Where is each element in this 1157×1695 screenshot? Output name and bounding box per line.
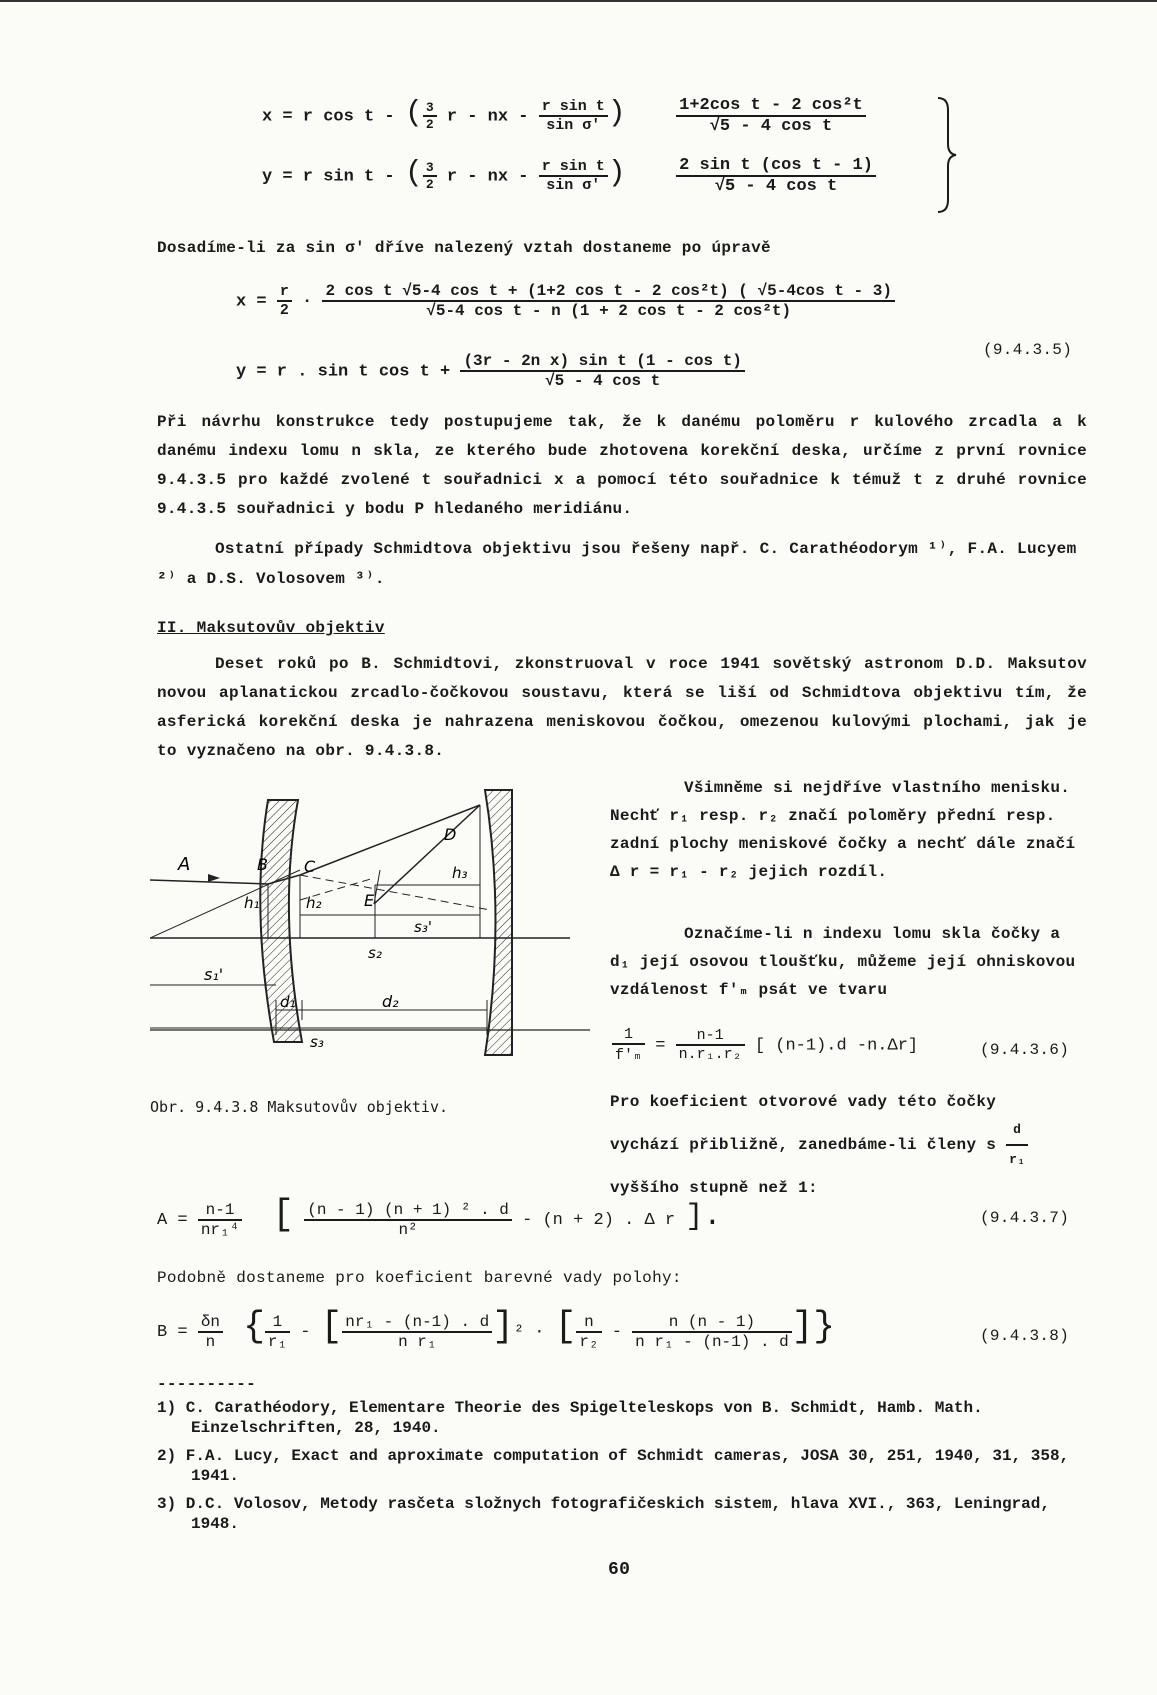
footnote-1: 1) C. Carathéodory, Elementare Theorie des Spigelteleskops von B. Schmidt, Hamb. Math. Einzelschriften, 28, 1940. [157,1399,983,1437]
top-edge-line [0,0,1157,2]
paragraph-aperture: Pro koeficient otvorové vady této čočky vychází přibližně, zanedbáme-li členy s $\frac{d}{\text{r₁}}$ vyššího stupně než 1: [610,1088,1050,1202]
fig-label-h2: h₂ [306,894,322,912]
fig-label-s1: s₁' [204,965,224,984]
equation-9436: $\frac{1}{\text{f'ₘ}}$ = $\frac{n-1}{\text{n.r₁.r₂}}$ [ (n-1).d -n.Δr] [612,1026,918,1064]
paragraph-construction: Při návrhu konstrukce tedy postupujeme tak, že k danému poloměru r kulového zrcadla a k danému indexu lomu n skla, ze kterého bude zhotovena korekční deska, určíme z první rovnice 9.4.3.5 pro každé zvolené t souřadnici x a pomocí této souřadnice k témuž t z druhé rovnice 9.4.3.5 souřadnici y bodu P hledaného meridiánu. [157,413,1087,518]
fig-label-h1: h₁ [244,894,260,912]
ray-reflected [374,805,480,904]
paragraph-focal: Označíme-li n indexu lomu skla čočky a d₁ její osovou tloušťku, můžeme její ohniskovou vzdálenost f'ₘ psát ve tvaru [610,925,1076,999]
fig-label-d2: d₂ [382,992,399,1011]
fig-label-E: E [364,891,375,910]
fig-label-B: B [257,855,268,874]
equation-y1: y = r sin t - ( $\frac{3}{2}$ r - nx - $\frac{\text{r sin t}}{\text{sin σ'}}$ ) $\frac{\text{2 sin t (cos t - 1)}}{\text{√5 - 4 cos t}}$ [262,156,876,196]
paragraph-meniscus: Všimněme si nejdříve vlastního menisku. Nechť r₁ resp. r₂ značí poloměry přední resp. zadní plochy meniskové čočky a nechť dále značí Δ r = r₁ - r₂ jejich rozdíl. [610,779,1076,881]
paragraph-other-cases: Ostatní případy Schmidtova objektivu jsou řešeny např. C. Carathéodorym ¹⁾, F.A. Lucyem ²⁾ a D.S. Volosovem ³⁾. [157,540,1077,588]
equation-label-9435: (9.4.3.5) [983,341,1073,359]
fig-label-D: D [444,825,457,844]
fig-label-s3p: s₃' [414,918,432,936]
spherical-mirror [485,790,512,1055]
footnote-rule: ---------- [157,1375,257,1393]
intro-text: Dosadíme-li za sin σ' dříve nalezený vztah dostaneme po úpravě [157,239,771,257]
arrow-head [208,874,220,882]
fig-label-A: A [178,854,191,875]
figure-caption: Obr. 9.4.3.8 Maksutovův objektiv. [150,1098,449,1116]
paragraph-maksutov: Deset roků po B. Schmidtovi, zkonstruoval v roce 1941 sovětský astronom D.D. Maksutov novou aplanatickou zrcadlo-čočkovou soustavu, která se liší od Schmidtova objektivu tím, že asferická korekční deska je nahrazena meniskovou čočkou, omezenou kulovými plochami, jak je to vyznačeno na obr. 9.4.3.8. [157,655,1087,760]
equation-label-9437: (9.4.3.7) [980,1209,1070,1227]
footnote-3: 3) D.C. Volosov, Metody rasčeta složnych fotografičeskich sistem, hlava XVI., 363, Leningrad, 1948. [157,1495,1050,1533]
page-number: 60 [608,1560,631,1580]
equation-label-9438: (9.4.3.8) [980,1327,1070,1345]
fig-label-h3: h₃ [452,864,468,882]
paragraph-chromatic: Podobně dostaneme pro koeficient barevné vady polohy: [157,1269,682,1287]
equation-9438: B = $\frac{\delta n}{n}$ { $\frac{1}{\text{r₁}}$ - [ $\frac{\text{nr₁ - (n-1) . d}}{\text{n r₁}}$ ]² · [ $\frac{n}{\text{r₂}}$ - $\frac{n (n - 1)}{\text{n r₁ - (n-1) . d}}$ ]} [157,1306,835,1351]
footnotes [157,1398,1097,1534]
equation-x2: x = $\frac{r}{2}$ · $\frac{\text{2 cos t √5-4 cos t + (1+2 cos t - 2 cos²t) ( √5-4cos t - 3)}}{\text{√5-4 cos t - n (1 + 2 cos t - 2 cos²t)}}$ [236,282,895,320]
footnote-2: 2) F.A. Lucy, Exact and aproximate computation of Schmidt cameras, JOSA 30, 251, 1940, 31, 358, 1941. [157,1447,1070,1485]
figure-maksutov [150,760,590,1100]
fig-label-d1: d₁ [280,993,296,1011]
fig-label-s2: s₂ [368,944,382,962]
equation-y2: y = r . sin t cos t + $\frac{\text{(3r - 2n x) sin t (1 - cos t)}}{\text{√5 - 4 cos t}}$ [236,352,745,390]
system-brace [934,96,960,214]
equation-label-9436: (9.4.3.6) [980,1041,1070,1059]
section-heading: II. Maksutovův objektiv [157,619,385,637]
fig-label-s3: s₃ [310,1033,324,1051]
equation-x1: x = r cos t - ( $\frac{3}{2}$ r - nx - $\frac{\text{r sin t}}{\text{sin σ'}}$ ) $\frac{\text{1+2cos t - 2 cos²t}}{\text{√5 - 4 cos t}}$ [262,96,866,136]
equation-9437: A = $\frac{n-1}{\text{nr₁⁴}}$ [ $\frac{\text{(n - 1) (n + 1) ² . d}}{\text{n²}}$ - (n + 2) . Δ r ]. [157,1194,722,1239]
fig-label-C: C [304,857,316,876]
